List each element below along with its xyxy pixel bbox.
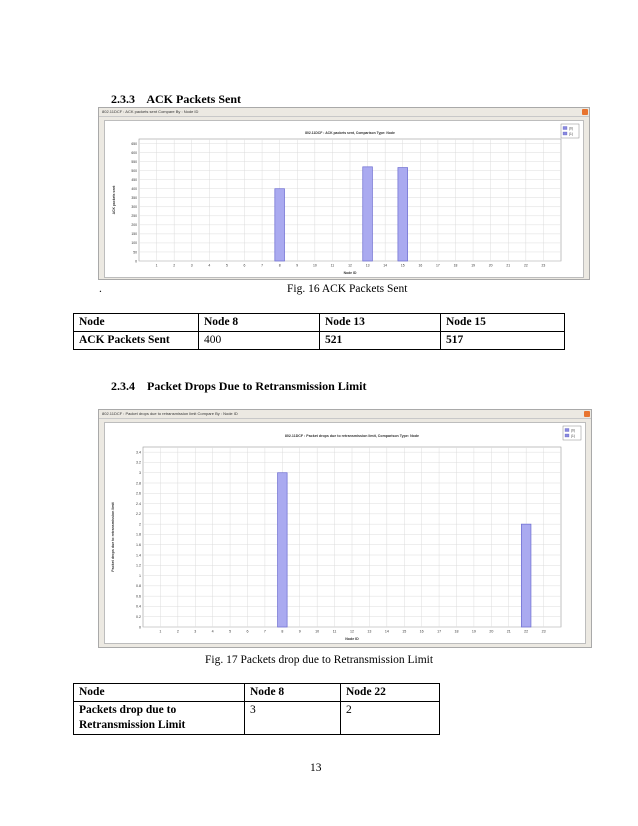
y-tick-label: 300: [131, 205, 137, 210]
chart-title: 802.11DCF : Packet drops due to retransmission limit, Comparison Type: Node: [284, 434, 420, 438]
x-tick-label: 10: [315, 629, 320, 634]
table-header-row: [74, 684, 440, 702]
x-tick-label: 1: [159, 629, 162, 634]
x-tick-label: 4: [208, 263, 211, 268]
y-tick-label: 200: [131, 223, 137, 228]
y-tick-label: 500: [131, 168, 137, 173]
y-tick-label: 2: [139, 522, 141, 527]
table-header-cell: Node: [74, 314, 199, 332]
x-tick-label: 20: [489, 629, 494, 634]
x-tick-label: 13: [365, 263, 370, 268]
bar: [278, 473, 288, 627]
x-tick-label: 13: [367, 629, 372, 634]
y-tick-label: 3.2: [136, 460, 141, 465]
window-titlebar: 802.11DCF : Packet drops due to retransmission limit Compare By : Node ID: [99, 410, 591, 419]
section-heading-drops: [111, 379, 366, 394]
x-tick-label: 1: [155, 263, 158, 268]
y-tick-label: 1: [139, 573, 141, 578]
section-number: 2.3.4: [111, 379, 135, 393]
legend-swatch: [563, 127, 567, 130]
table-header-row: [74, 314, 565, 332]
x-tick-label: 21: [506, 629, 511, 634]
y-tick-label: 2.2: [136, 512, 141, 517]
page-number: 13: [310, 762, 322, 774]
y-tick-label: 150: [131, 232, 137, 237]
table-cell: 3: [245, 702, 341, 735]
table-cell: ACK Packets Sent: [74, 332, 199, 350]
x-axis-label: Node ID: [345, 637, 359, 641]
x-tick-label: 22: [524, 629, 529, 634]
y-tick-label: 1.8: [136, 532, 141, 537]
chart-panel-ack: [104, 120, 584, 278]
close-icon[interactable]: [584, 411, 590, 417]
x-axis-label: Node ID: [343, 271, 357, 275]
y-axis-label: Packet drops due to retransmission limit: [111, 502, 115, 572]
y-tick-label: 0.6: [136, 594, 141, 599]
legend-swatch: [565, 434, 569, 437]
x-tick-label: 20: [488, 263, 493, 268]
figure-caption-dot: .: [99, 283, 102, 295]
table-header-cell: Node 13: [320, 314, 441, 332]
x-tick-label: 5: [225, 263, 228, 268]
y-tick-label: 0.4: [136, 604, 141, 609]
table-cell: 517: [441, 332, 565, 350]
legend-swatch: [565, 429, 569, 432]
y-tick-label: 0: [135, 259, 137, 264]
x-tick-label: 16: [419, 629, 424, 634]
y-tick-label: 2.8: [136, 481, 141, 486]
x-tick-label: 12: [348, 263, 352, 268]
figure-caption-drops: Fig. 17 Packets drop due to Retransmission Limit: [205, 654, 434, 666]
table-header-cell: Node 15: [441, 314, 565, 332]
x-tick-label: 6: [246, 629, 249, 634]
y-tick-label: 100: [131, 241, 137, 246]
x-tick-label: 3: [190, 263, 193, 268]
figure-window-drops: [98, 409, 592, 648]
x-tick-label: 5: [229, 629, 232, 634]
section-title: ACK Packets Sent: [146, 92, 242, 106]
table-cell: 400: [199, 332, 320, 350]
legend-label: (0): [571, 428, 575, 433]
y-tick-label: 0: [139, 625, 141, 630]
legend-label: (1): [571, 433, 575, 438]
y-tick-label: 0.2: [136, 615, 141, 620]
x-tick-label: 14: [383, 263, 388, 268]
y-tick-label: 50: [133, 250, 137, 255]
y-tick-label: 400: [131, 187, 137, 192]
table-cell: 521: [320, 332, 441, 350]
x-tick-label: 19: [471, 629, 476, 634]
window-titlebar: 802.11DCF : ACK packets sent Compare By : Node ID: [99, 108, 589, 117]
y-tick-label: 3: [139, 471, 141, 476]
drops-table: [73, 683, 440, 735]
x-tick-label: 2: [176, 629, 179, 634]
section-title: Packet Drops Due to Retransmission Limit: [147, 379, 367, 393]
x-tick-label: 7: [261, 263, 264, 268]
x-tick-label: 9: [298, 629, 301, 634]
table-header-cell: Node: [74, 684, 245, 702]
x-tick-label: 15: [400, 263, 405, 268]
y-tick-label: 250: [131, 214, 137, 219]
x-tick-label: 17: [436, 263, 440, 268]
bar: [398, 168, 408, 261]
y-tick-label: 1.4: [136, 553, 141, 558]
x-tick-label: 18: [454, 629, 459, 634]
x-tick-label: 3: [194, 629, 197, 634]
x-tick-label: 7: [263, 629, 266, 634]
x-tick-label: 8: [278, 263, 281, 268]
x-tick-label: 19: [471, 263, 475, 268]
y-tick-label: 1.2: [136, 563, 141, 568]
table-cell: 2: [341, 702, 440, 735]
x-tick-label: 21: [506, 263, 511, 268]
x-tick-label: 15: [402, 629, 407, 634]
table-header-cell: Node 8: [245, 684, 341, 702]
y-tick-label: 600: [131, 150, 137, 155]
section-number: 2.3.3: [111, 92, 135, 106]
table-cell: [74, 702, 245, 735]
x-tick-label: 8: [281, 629, 284, 634]
legend-swatch: [563, 132, 567, 135]
x-tick-label: 10: [312, 263, 317, 268]
y-tick-label: 2.6: [136, 491, 141, 496]
x-tick-label: 18: [453, 263, 458, 268]
y-axis-label: ACK packets sent: [112, 185, 116, 215]
row-label-line: Retransmission Limit: [79, 719, 186, 731]
y-tick-label: 3.4: [136, 450, 141, 455]
x-tick-label: 14: [384, 629, 389, 634]
x-tick-label: 23: [541, 263, 546, 268]
x-tick-label: 23: [541, 629, 546, 634]
table-header-cell: Node 22: [341, 684, 440, 702]
y-tick-label: 2.4: [136, 501, 141, 506]
table-header-cell: Node 8: [199, 314, 320, 332]
chart-title: 802.11DCF : ACK packets sent, Comparison Type: Node: [305, 131, 395, 135]
bar: [521, 524, 531, 627]
y-tick-label: 0.8: [136, 584, 141, 589]
legend-label: (1): [569, 131, 573, 136]
table-row: [74, 702, 440, 735]
section-heading-ack: [111, 92, 241, 107]
table-row: [74, 332, 565, 350]
x-tick-label: 11: [330, 263, 335, 268]
legend-label: (0): [569, 126, 573, 131]
y-tick-label: 350: [131, 196, 137, 201]
figure-caption-ack: Fig. 16 ACK Packets Sent: [287, 283, 408, 295]
x-tick-label: 17: [437, 629, 442, 634]
x-tick-label: 22: [523, 263, 528, 268]
drops-chart: [105, 423, 585, 643]
y-tick-label: 450: [131, 177, 137, 182]
bar: [363, 167, 373, 261]
chart-panel-drops: [104, 422, 586, 644]
y-tick-label: 1.6: [136, 543, 141, 548]
ack-table: [73, 313, 565, 350]
close-icon[interactable]: [582, 109, 588, 115]
y-tick-label: 550: [131, 159, 137, 164]
x-tick-label: 12: [350, 629, 354, 634]
x-tick-label: 9: [296, 263, 299, 268]
x-tick-label: 11: [332, 629, 337, 634]
bar: [275, 189, 285, 261]
ack-chart: [105, 121, 583, 277]
figure-window-ack: [98, 107, 590, 280]
x-tick-label: 2: [173, 263, 176, 268]
x-tick-label: 16: [418, 263, 423, 268]
x-tick-label: 6: [243, 263, 246, 268]
row-label-line: Packets drop due to: [79, 704, 177, 716]
y-tick-label: 650: [131, 141, 137, 146]
x-tick-label: 4: [211, 629, 214, 634]
